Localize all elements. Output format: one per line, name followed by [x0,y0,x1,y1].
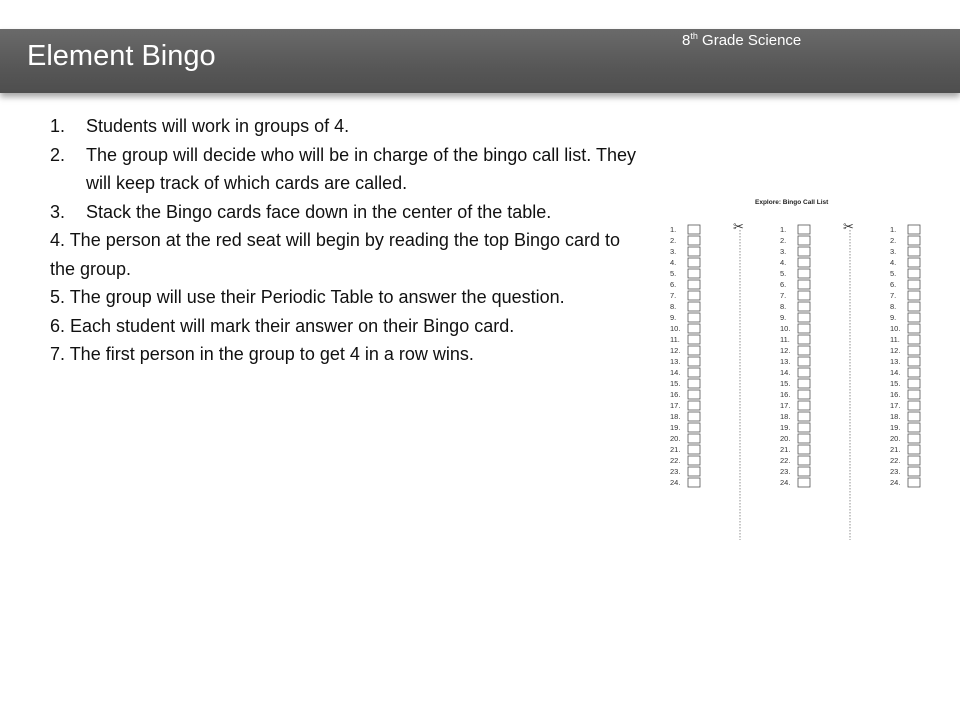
call-list-number: 4. [890,258,897,267]
call-list-number: 17. [890,401,901,410]
scissors-icon: ✂ [733,220,744,235]
call-list-checkbox [688,456,700,465]
bingo-call-list-graphic [660,190,950,545]
call-list-number: 2. [890,236,897,245]
call-list-checkbox [798,412,810,421]
call-list-checkbox [798,335,810,344]
call-list-number: 18. [890,412,901,421]
call-list-number: 5. [890,269,897,278]
call-list-number: 22. [780,456,791,465]
call-list-number: 19. [670,423,681,432]
call-list-number: 8. [780,302,787,311]
call-list-checkbox [688,247,700,256]
call-list-checkbox [798,258,810,267]
call-list-checkbox [908,390,920,399]
call-list-checkbox [688,379,700,388]
call-list-number: 23. [780,467,791,476]
call-list-number: 9. [780,313,787,322]
call-list-checkbox [688,401,700,410]
instruction-step [50,198,650,227]
call-list-checkbox [688,291,700,300]
call-list-checkbox [688,324,700,333]
call-list-number: 13. [780,357,791,366]
call-list-number: 21. [890,445,901,454]
call-list-checkbox [908,236,920,245]
call-list-checkbox [798,379,810,388]
slide-title: Element Bingo [27,40,216,72]
call-list-checkbox [688,313,700,322]
call-list-number: 19. [890,423,901,432]
call-list-number: 11. [670,335,680,344]
call-list-checkbox [688,434,700,443]
call-list-checkbox [798,324,810,333]
call-list-number: 7. [780,291,787,300]
step-text: 5. The group will use their Periodic Table to answer the question. [50,287,565,307]
call-list-checkbox [688,478,700,487]
call-list-number: 20. [670,434,681,443]
call-list-number: 11. [780,335,790,344]
course-label [682,31,801,49]
call-list-number: 14. [780,368,791,377]
call-list-number: 12. [890,346,901,355]
call-list-checkbox [798,445,810,454]
call-list-checkbox [798,236,810,245]
instruction-step [50,112,650,141]
call-list-checkbox [798,434,810,443]
call-list-checkbox [798,467,810,476]
instruction-step [50,340,650,369]
call-list-checkbox [908,324,920,333]
call-list-checkbox [908,225,920,234]
call-list-number: 21. [670,445,681,454]
call-list-checkbox [688,258,700,267]
instruction-step [50,141,650,198]
call-list-checkbox [908,313,920,322]
call-list-number: 15. [890,379,901,388]
step-number: 3. [50,201,66,222]
instruction-step [50,283,650,312]
call-list-number: 5. [780,269,787,278]
call-list-number: 12. [780,346,791,355]
call-list-number: 13. [670,357,681,366]
step-text: 7. The first person in the group to get 4 in a row wins. [50,344,474,364]
call-list-number: 10. [670,324,681,333]
call-list-checkbox [908,269,920,278]
call-list-checkbox [908,247,920,256]
call-list-number: 14. [890,368,901,377]
call-list-checkbox [688,280,700,289]
call-list-number: 16. [780,390,791,399]
call-list-number: 6. [890,280,897,289]
instruction-step [50,312,650,341]
call-list-checkbox [908,434,920,443]
call-list-checkbox [688,368,700,377]
call-list-number: 18. [780,412,791,421]
call-list-number: 10. [890,324,901,333]
call-list-number: 2. [670,236,677,245]
call-list-number: 1. [780,225,787,234]
call-list-number: 20. [780,434,791,443]
step-text: Stack the Bingo cards face down in the center of the table. [86,201,552,222]
call-list-number: 2. [780,236,787,245]
call-list-number: 15. [670,379,681,388]
call-list-number: 16. [890,390,901,399]
call-list-number: 15. [780,379,791,388]
call-list-number: 1. [670,225,677,234]
call-list-checkbox [688,236,700,245]
call-list-checkbox [798,478,810,487]
call-list-number: 1. [890,225,897,234]
call-list-number: 22. [670,456,681,465]
call-list-checkbox [798,269,810,278]
call-list-checkbox [798,368,810,377]
call-list-checkbox [908,401,920,410]
call-list-number: 14. [670,368,681,377]
call-list-checkbox [688,335,700,344]
call-list-number: 9. [670,313,677,322]
call-list-number: 4. [670,258,677,267]
call-list-number: 18. [670,412,681,421]
call-list-checkbox [908,357,920,366]
call-list-number: 20. [890,434,901,443]
call-list-title: Explore: Bingo Call List [755,199,829,206]
instruction-step [50,226,650,283]
call-list-checkbox [798,225,810,234]
call-list-number: 3. [780,247,787,256]
call-list-checkbox [908,379,920,388]
call-list-checkbox [798,313,810,322]
call-list-number: 8. [670,302,677,311]
call-list-number: 3. [670,247,677,256]
call-list-checkbox [908,456,920,465]
call-list-number: 17. [670,401,681,410]
call-list-number: 24. [670,478,681,487]
bingo-call-list [660,190,950,545]
call-list-number: 11. [890,335,900,344]
call-list-checkbox [908,423,920,432]
scissors-icon: ✂ [843,220,854,235]
call-list-checkbox [688,390,700,399]
call-list-number: 8. [890,302,897,311]
step-number: 2. [50,144,66,165]
call-list-number: 12. [670,346,681,355]
call-list-number: 4. [780,258,787,267]
step-text: The group will decide who will be in charge of the bingo call list. They will keep track of which cards are called. [86,144,636,193]
call-list-checkbox [908,368,920,377]
grade-suffix: th [690,31,698,41]
call-list-checkbox [908,291,920,300]
step-text: 6. Each student will mark their answer on their Bingo card. [50,315,515,336]
call-list-checkbox [908,302,920,311]
call-list-checkbox [798,291,810,300]
call-list-number: 6. [780,280,787,289]
call-list-number: 24. [890,478,901,487]
call-list-number: 3. [890,247,897,256]
call-list-checkbox [798,346,810,355]
call-list-checkbox [798,456,810,465]
call-list-checkbox [688,357,700,366]
call-list-number: 23. [670,467,681,476]
call-list-checkbox [908,467,920,476]
call-list-number: 7. [670,291,677,300]
call-list-checkbox [798,280,810,289]
grade-number: 8 [682,32,691,49]
call-list-number: 16. [670,390,681,399]
call-list-number: 13. [890,357,901,366]
call-list-number: 22. [890,456,901,465]
call-list-number: 7. [890,291,897,300]
call-list-number: 17. [780,401,791,410]
call-list-checkbox [688,346,700,355]
call-list-checkbox [688,412,700,421]
call-list-number: 21. [780,445,791,454]
call-list-checkbox [798,423,810,432]
call-list-checkbox [798,247,810,256]
call-list-checkbox [908,258,920,267]
call-list-checkbox [908,445,920,454]
call-list-checkbox [798,302,810,311]
course-subject: Grade Science [702,32,802,49]
call-list-number: 23. [890,467,901,476]
call-list-checkbox [908,335,920,344]
call-list-checkbox [688,269,700,278]
call-list-checkbox [688,225,700,234]
call-list-checkbox [908,412,920,421]
call-list-number: 5. [670,269,677,278]
call-list-checkbox [798,401,810,410]
call-list-checkbox [688,423,700,432]
call-list-checkbox [908,280,920,289]
call-list-number: 10. [780,324,791,333]
instruction-list [50,112,650,369]
call-list-checkbox [798,390,810,399]
step-text: 4. The person at the red seat will begin by reading the top Bingo card to the group. [50,230,621,279]
call-list-checkbox [908,478,920,487]
call-list-number: 19. [780,423,791,432]
call-list-checkbox [908,346,920,355]
step-number: 1. [50,116,66,136]
call-list-checkbox [688,445,700,454]
step-text: Students will work in groups of 4. [86,116,350,136]
call-list-number: 6. [670,280,677,289]
call-list-number: 9. [890,313,897,322]
call-list-checkbox [688,467,700,476]
call-list-checkbox [688,302,700,311]
call-list-checkbox [798,357,810,366]
call-list-number: 24. [780,478,791,487]
